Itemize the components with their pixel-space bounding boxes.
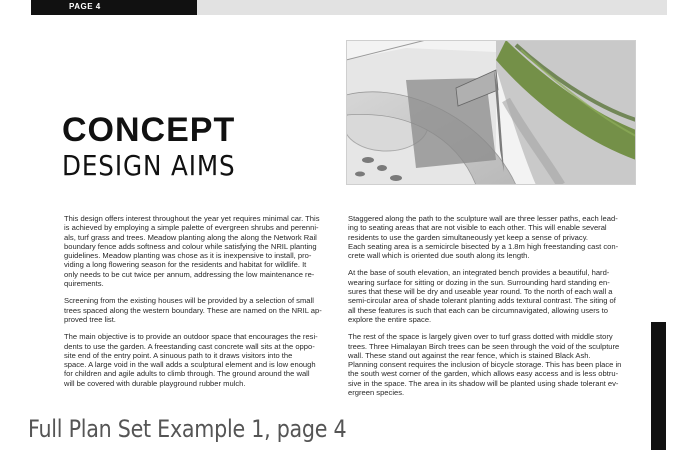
left-paragraph-1: This design offers interest throughout the year yet requires minimal car. This is achieved by employing a simple palette of evergreen shrubs and perenni- als, turf grass and trees. Meadow planting along the along the Network Rail boundary fence adds softness and colour while satisfying the NRIL planting guidelines. Meadow planting was chose as it is inexpensive to install, pro- viding a long flowering season for the residents and habitat for wildlife. It only needs to be cut twice per annum, addressing the low maintenance re- quirements. — [64, 214, 320, 289]
right-edge-bar — [651, 322, 666, 450]
caption-overlay: Full Plan Set Example 1, page 4 — [28, 415, 347, 443]
right-paragraph-1: Staggered along the path to the sculpture wall are three lesser paths, each lead- ing to seating areas that are not visible to each other. This will enable several residents to use the garden simultaneously yet keep a sense of privacy. Each seating area is a semicircle bisected by a 1.8m high freestanding cast con- crete wall which is oriented due south along its length. — [348, 214, 619, 261]
title-concept: CONCEPT — [62, 111, 236, 149]
page-tab — [31, 0, 197, 15]
right-paragraph-2: At the base of south elevation, an integrated bench provides a beautiful, hard- wearing surface for sitting or dozing in the sun. Surrounding hard standing en- sures that these will be dry and useable year round. To the north of each wall a semi-circular area of shade tolerant planting adds textural contrast. The siting of all these features is such that each can be circumnavigated, allowing users to explore the entire space. — [348, 268, 616, 324]
garden-illustration — [346, 40, 636, 185]
right-paragraph-3: The rest of the space is largely given over to turf grass dotted with middle story trees. Three Himalayan Birch trees can be seen through the void of the sculpture wall. These stand out against the rear fence, which is stained Black Ash. Planning consent requires the inclusion of bicycle storage. This has been place in the south west corner of the garden, which allows easy access and is less obtru- sive in the space. The area in its shadow will be planted using shade tolerant ev- ergreen species. — [348, 332, 622, 398]
left-paragraph-2: Screening from the existing houses will be provided by a selection of small trees spaced along the western boundary. These are named on the NRIL ap- proved tree list. — [64, 296, 322, 324]
top-bar — [197, 0, 667, 15]
title-design-aims: DESIGN AIMS — [62, 149, 236, 182]
right-text-column — [348, 214, 634, 405]
left-paragraph-3: The main objective is to provide an outdoor space that encourages the resi- dents to use the garden. A freestanding cast concrete wall sits at the oppo- site end of the entry point. A sinuous path to it draws visitors into the space. A large void in the wall adds a sculptural element and is low enough for children and agile adults to climb through. The ground around the wall will be covered with durable playground rubber mulch. — [64, 332, 318, 388]
left-text-column — [64, 214, 330, 396]
page-label: PAGE 4 — [69, 2, 101, 11]
